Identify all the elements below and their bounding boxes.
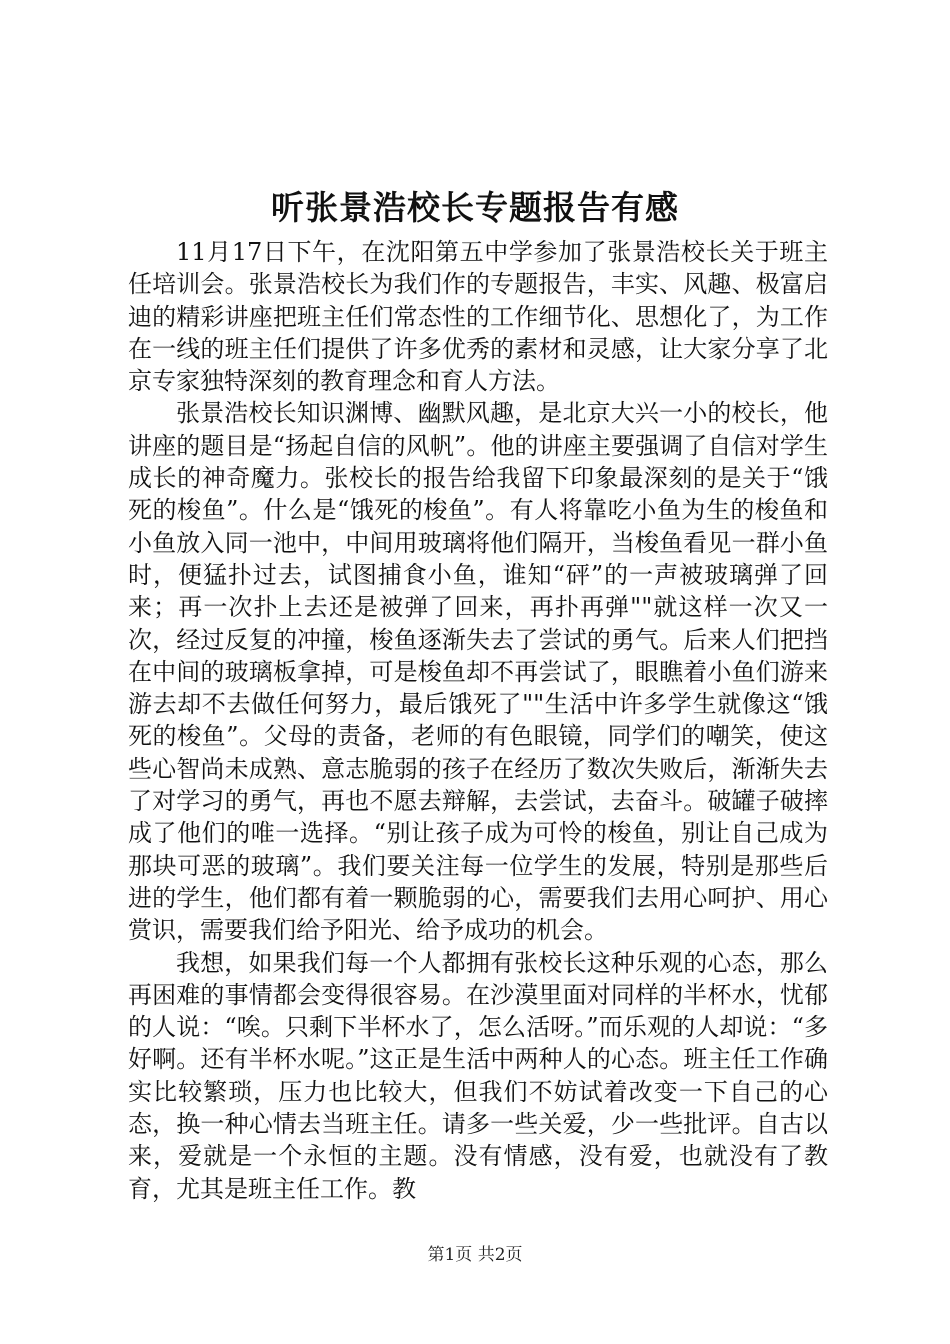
paragraph-3: 我想，如果我们每一个人都拥有张校长这种乐观的心态，那么再困难的事情都会变得很容易。在沙漠里面对同样的半杯水，忧郁的人说：“唉。只剩下半杯水了，怎么活呀。”而乐观的人却说：“多好啊。还有半杯水呢。”这正是生活中两种人的心态。班主任工作确实比较繁琐，压力也比较大，但我们不妨试着改变一下自己的心态，换一种心情去当班主任。请多一些关爱，少一些批评。自古以来，爱就是一个永恒的主题。没有情感，没有爱，也就没有了教育，尤其是班主任工作。教 [128,948,828,1203]
page-number-footer: 第1页 共2页 [427,1245,523,1265]
paragraph-2: 张景浩校长知识渊博、幽默风趣，是北京大兴一小的校长，他讲座的题目是“扬起自信的风帆”。他的讲座主要强调了自信对学生成长的神奇魔力。张校长的报告给我留下印象最深刻的是关于“饿死的梭鱼”。什么是“饿死的梭鱼”。有人将靠吃小鱼为生的梭鱼和小鱼放入同一池中，中间用玻璃将他们隔开，当梭鱼看见一群小鱼时，便猛扑过去，试图捕食小鱼，谁知“砰”的一声被玻璃弹了回来；再一次扑上去还是被弹了回来，再扑再弹""就这样一次又一次，经过反复的冲撞，梭鱼逐渐失去了尝试的勇气。后来人们把挡在中间的玻璃板拿掉，可是梭鱼却不再尝试了，眼瞧着小鱼们游来游去却不去做任何努力，最后饿死了""生活中许多学生就像这“饿死的梭鱼”。父母的责备，老师的有色眼镜，同学们的嘲笑，使这些心智尚未成熟、意志脆弱的孩子在经历了数次失败后，渐渐失去了对学习的勇气，再也不愿去辩解，去尝试，去奋斗。破罐子破摔成了他们的唯一选择。“别让孩子成为可怜的梭鱼，别让自己成为那块可恶的玻璃”。我们要关注每一位学生的发展，特别是那些后进的学生，他们都有着一颗脆弱的心，需要我们去用心呵护、用心赏识，需要我们给予阳光、给予成功的机会。 [128,399,828,945]
document-title: 听张景浩校长专题报告有感 [271,188,679,227]
paragraph-1: 11月17日下午，在沈阳第五中学参加了张景浩校长关于班主任培训会。张景浩校长为我们作的专题报告，丰实、风趣、极富启迪的精彩讲座把班主任们常态性的工作细节化、思想化了，为工作在一线的班主任们提供了许多优秀的素材和灵感，让大家分享了北京专家独特深刻的教育理念和育人方法。 [128,238,828,396]
document-body [128,236,828,1205]
